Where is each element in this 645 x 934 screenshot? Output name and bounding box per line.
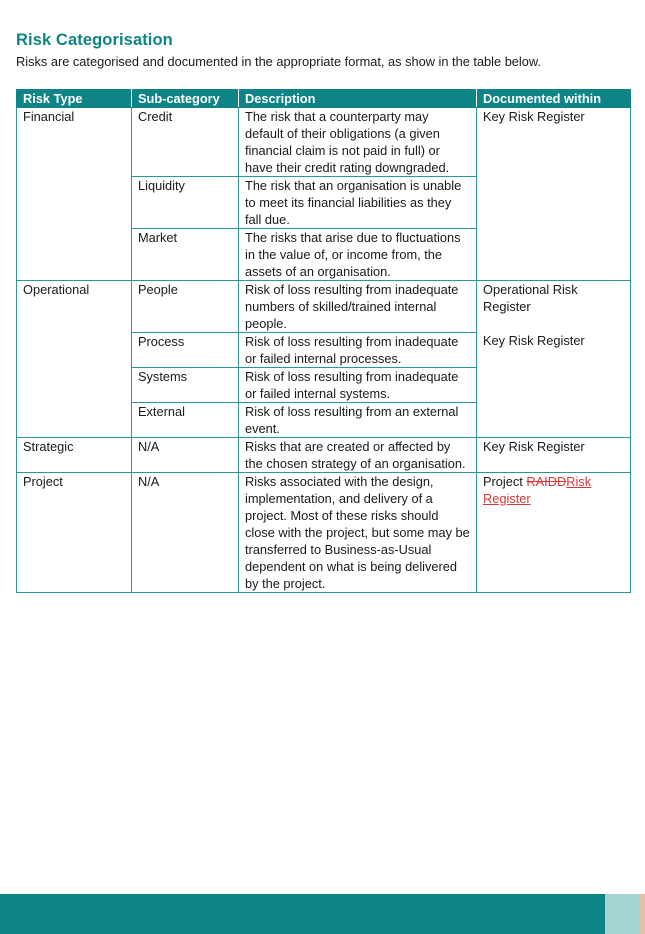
footer-accent-light [605,894,639,934]
sub-category-cell: People [132,281,239,333]
documented-within-cell [477,281,631,438]
table-row [17,281,631,333]
header-risk-type: Risk Type [17,90,132,108]
sub-category-cell: Liquidity [132,177,239,229]
footer-accent-peach [639,894,645,934]
risk-categorisation-table [16,89,631,593]
risk-type-cell: Financial [17,108,132,281]
footer-band [0,894,605,934]
risk-type-cell: Strategic [17,438,132,473]
table-header-row [17,90,631,108]
header-sub-category: Sub-category [132,90,239,108]
description-cell: Risk of loss resulting from inadequate or failed internal processes. [239,333,477,368]
description-cell: Risks that are created or affected by the chosen strategy of an organisation. [239,438,477,473]
documented-prefix: Project [483,474,527,489]
documented-within-cell: Key Risk Register [477,108,631,281]
paragraph-gap [483,315,624,332]
risk-type-cell: Operational [17,281,132,438]
sub-category-cell: Credit [132,108,239,177]
tracked-deletion: RAIDD [526,474,567,489]
table-row [17,108,631,177]
description-cell: The risks that arise due to fluctuations in the value of, or income from, the assets of an organisation. [239,229,477,281]
section-intro: Risks are categorised and documented in the appropriate format, as show in the table below. [16,54,541,69]
sub-category-cell: Process [132,333,239,368]
table-row [17,473,631,593]
documented-within-cell: Key Risk Register [477,438,631,473]
sub-category-cell: Market [132,229,239,281]
description-cell: The risk that a counterparty may default of their obligations (a given financial claim is not paid in full) or have their credit rating downgraded. [239,108,477,177]
header-documented-within: Documented within [477,90,631,108]
header-description: Description [239,90,477,108]
risk-type-cell: Project [17,473,132,593]
section-title: Risk Categorisation [16,31,173,49]
description-cell: The risk that an organisation is unable to meet its financial liabilities as they fall due. [239,177,477,229]
documented-key-risk-register: Key Risk Register [483,333,585,348]
table-row [17,438,631,473]
description-cell: Risks associated with the design, implementation, and delivery of a project. Most of these risks should close with the project, but some may be transferred to Business-as-Usual dependent on what is being delivered by the project. [239,473,477,593]
sub-category-cell: External [132,403,239,438]
documented-operational-risk-register: Operational Risk Register [483,282,578,314]
sub-category-cell: Systems [132,368,239,403]
description-cell: Risk of loss resulting from inadequate or failed internal systems. [239,368,477,403]
documented-within-cell [477,473,631,593]
description-cell: Risk of loss resulting from an external event. [239,403,477,438]
sub-category-cell: N/A [132,438,239,473]
description-cell: Risk of loss resulting from inadequate numbers of skilled/trained internal people. [239,281,477,333]
tracked-insertion: Risk Register [483,474,592,506]
sub-category-cell: N/A [132,473,239,593]
